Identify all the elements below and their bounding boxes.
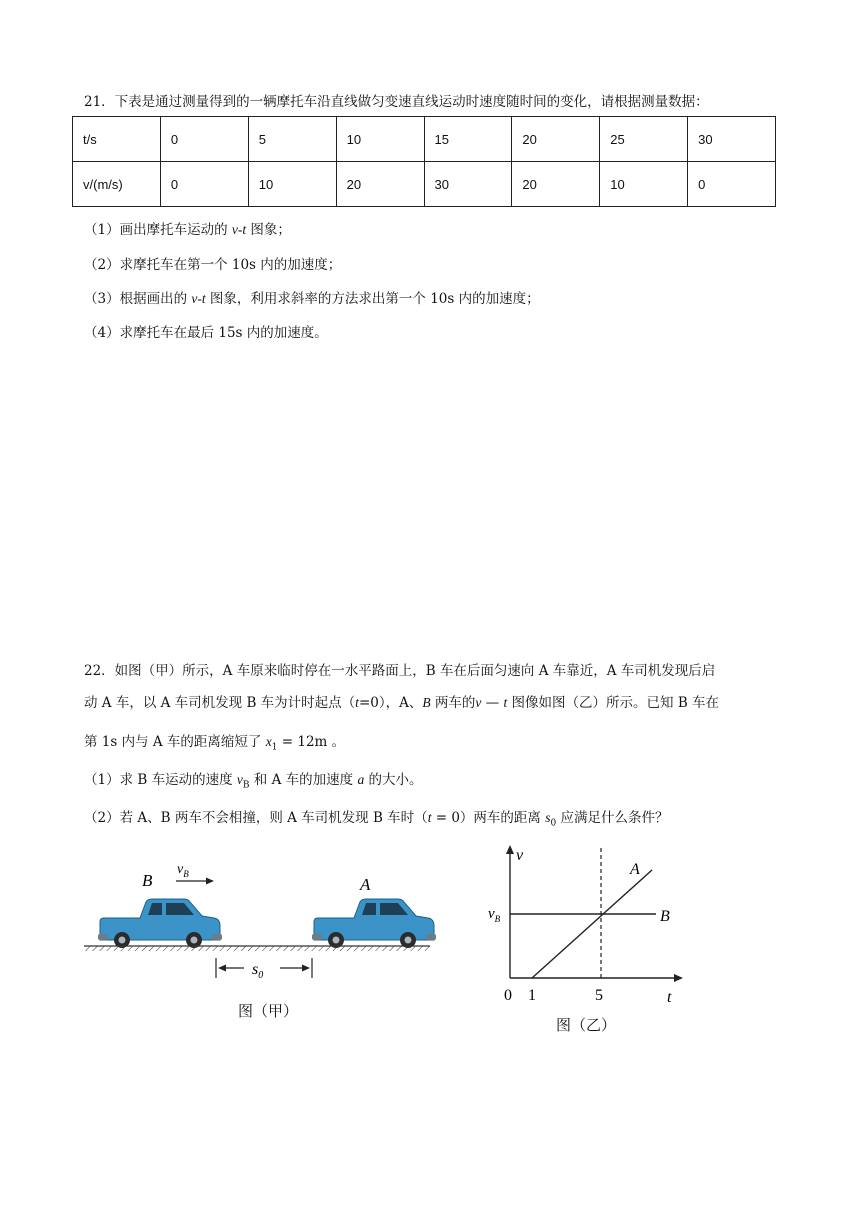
table-cell: 20 xyxy=(512,117,600,162)
text: 和 A 车的加速度 xyxy=(249,772,358,788)
table-cell: 30 xyxy=(688,117,776,162)
q21-item-4: （4）求摩托车在最后 15s 内的加速度。 xyxy=(84,325,328,341)
text: 第 1s 内与 A 车的距离缩短了 xyxy=(84,734,266,750)
q21-item-3-var: v-t xyxy=(191,291,206,306)
table-cell: 0 xyxy=(160,162,248,207)
text: = 12m 。 xyxy=(277,734,346,750)
axis-v-label: v xyxy=(516,847,524,864)
table-cell: v/(m/s) xyxy=(73,162,161,207)
tick-1-label: 1 xyxy=(528,987,536,1004)
table-cell: 5 xyxy=(248,117,336,162)
axis-t-label: t xyxy=(667,989,672,1006)
table-cell: 10 xyxy=(248,162,336,207)
q22-paragraph-3 xyxy=(84,730,345,753)
table-cell: 10 xyxy=(600,162,688,207)
q21-item-3-text-end: 图象，利用求斜率的方法求出第一个 10s 内的加速度； xyxy=(205,291,540,307)
q21-data-table xyxy=(72,116,776,207)
q22-sub-2 xyxy=(84,806,669,829)
v-axis-arrow xyxy=(506,845,514,854)
q21-item-1-var: v-t xyxy=(231,222,247,237)
text: =0），A、 xyxy=(358,695,423,711)
var-x: x xyxy=(265,734,272,749)
q21-title: 21．下表是通过测量得到的一辆摩托车沿直线做匀变速直线运动时速度随时间的变化，请根据测量数据： xyxy=(84,94,709,110)
text: （1）求 B 车运动的速度 xyxy=(84,772,237,788)
label-A: A xyxy=(360,875,371,894)
car-A xyxy=(312,899,436,948)
vB-label: $v_B$ xyxy=(488,906,501,924)
q22-paragraph-2 xyxy=(84,691,719,711)
text: 图像如图（乙）所示。已知 B 车在 xyxy=(507,695,720,711)
text: = 0）两车的距离 xyxy=(431,810,546,826)
label-B: B xyxy=(142,871,153,890)
text: （2）若 A、B 两车不会相撞，则 A 车司机发现 B 车时（ xyxy=(84,810,428,826)
subscript: 0 xyxy=(550,818,557,829)
subscript: B xyxy=(242,780,250,791)
label-s0: $s_0$ xyxy=(252,961,264,981)
origin-label: 0 xyxy=(504,987,512,1004)
table-cell: 30 xyxy=(424,162,512,207)
text: 两车的 xyxy=(430,695,476,711)
subscript: 1 xyxy=(271,742,278,753)
q22-sub-1 xyxy=(84,768,422,791)
label-vB: $v_B$ xyxy=(177,862,189,879)
ground xyxy=(84,946,430,951)
vB-arrow-head xyxy=(206,878,214,885)
table-cell: 0 xyxy=(160,117,248,162)
var-s: s xyxy=(545,810,551,825)
q21-item-2: （2）求摩托车在第一个 10s 内的加速度； xyxy=(84,257,342,273)
figure-yi-caption: 图（乙） xyxy=(556,1016,617,1034)
var-t: t xyxy=(427,810,432,825)
table-cell: 15 xyxy=(424,117,512,162)
q21-item-3-text: （3）根据画出的 xyxy=(84,291,192,307)
q22-paragraph-1: 22．如图（甲）所示，A 车原来临时停在一水平路面上，B 车在后面匀速向 A 车靠近，A 车司机发现后启 xyxy=(84,663,716,679)
line-A xyxy=(532,870,652,978)
table-cell: 20 xyxy=(336,162,424,207)
table-cell: 20 xyxy=(512,162,600,207)
table-cell: t/s xyxy=(73,117,161,162)
table-row xyxy=(73,162,776,207)
label-A: A xyxy=(630,861,640,878)
car-B xyxy=(98,899,222,948)
table-row xyxy=(73,117,776,162)
q21-item-1 xyxy=(84,218,291,238)
t-axis-arrow xyxy=(674,974,683,982)
s0-marker xyxy=(216,958,312,981)
text: 动 A 车，以 A 车司机发现 B 车为计时起点（ xyxy=(84,695,356,711)
var-t: t xyxy=(355,695,359,710)
var-v: v xyxy=(475,695,482,710)
var-B: B xyxy=(422,695,431,710)
q21-item-3 xyxy=(84,287,540,307)
figure-jia-caption: 图（甲） xyxy=(238,1002,299,1020)
text: 的大小。 xyxy=(364,772,423,788)
var-v: v xyxy=(236,772,243,787)
q21-item-1-text: （1）画出摩托车运动的 xyxy=(84,222,232,238)
label-B: B xyxy=(660,908,670,925)
text: — xyxy=(481,695,504,711)
q21-item-1-text-end: 图象； xyxy=(246,222,291,238)
tick-5-label: 5 xyxy=(595,987,603,1004)
text: 应满足什么条件？ xyxy=(556,810,669,826)
table-cell: 25 xyxy=(600,117,688,162)
figure-yi xyxy=(480,840,700,1015)
table-cell: 0 xyxy=(688,162,776,207)
var-a: a xyxy=(357,772,365,787)
var-t: t xyxy=(503,695,508,710)
table-cell: 10 xyxy=(336,117,424,162)
